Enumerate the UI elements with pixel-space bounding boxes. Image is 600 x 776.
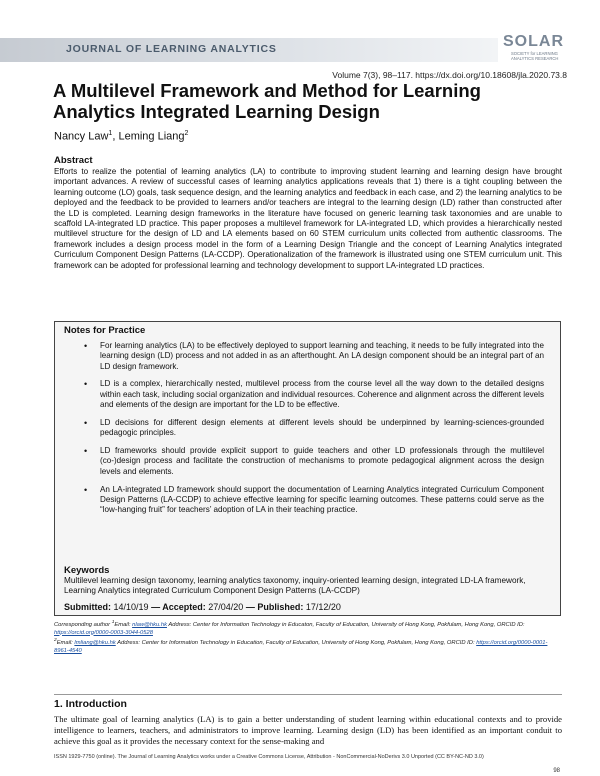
practice-note-item: • LD frameworks should provide explicit support to guide teachers and other LD professionals through the multilevel (co-)design process and facilitate the construction of mechanisms to promote pedagogical alignment across the design levels and elements. <box>83 446 544 477</box>
notes-for-practice-list <box>83 341 544 523</box>
keywords-text: Multilevel learning design taxonomy, learning analytics taxonomy, inquiry-oriented learning design, integrated LD-LA framework, Learning Analytics integrated Curriculum Component Design Patterns (LA-CCDP) <box>64 576 526 596</box>
page-number: 98 <box>553 768 560 774</box>
practice-note-item: • LD decisions for different design elements at different levels should be underpinned by learning-sciences-grounded pedagogic principles. <box>83 418 544 439</box>
affiliation-mark: 2 <box>54 638 57 644</box>
date-separator: — <box>243 602 258 612</box>
notes-for-practice-box <box>54 321 561 616</box>
volume-doi-line: Volume 7(3), 98–117. https://dx.doi.org/10.18608/jla.2020.73.8 <box>332 70 567 80</box>
solar-logo-text: SOLAR <box>503 33 564 50</box>
author1-email-link[interactable]: nlaw@hku.hk <box>132 621 167 628</box>
submitted-date: 14/10/19 <box>113 602 149 612</box>
license-footer: ISSN 1929-7750 (online). The Journal of Learning Analytics works under a Creative Commons License, Attribution - NonCommercial-NoDerivs 3.0 Unported (CC BY-NC-ND 3.0) <box>54 754 484 760</box>
journal-name: JOURNAL OF LEARNING ANALYTICS <box>66 43 277 55</box>
accepted-date: 27/04/20 <box>208 602 244 612</box>
submitted-label: Submitted: <box>64 602 111 612</box>
author1-orcid-link[interactable]: https://orcid.org/0000-0003-3044-0528 <box>54 629 153 636</box>
practice-note-item: • For learning analytics (LA) to be effectively deployed to support learning and teaching, it needs to be fully integrated into the learning design (LD) process and not added in as an afterthought. An LA design component should be an integral part of an LD design framework. <box>83 341 544 372</box>
article-title: A Multilevel Framework and Method for Learning Analytics Integrated Learning Design <box>53 80 481 122</box>
author-affiliation-mark: 1 <box>108 130 113 137</box>
author-list <box>54 130 188 143</box>
notes-for-practice-heading: Notes for Practice <box>64 325 146 336</box>
published-label: Published: <box>257 602 304 612</box>
abstract-text: Efforts to realize the potential of learning analytics (LA) to contribute to improving student learning and learning design have brought important advances. A review of successful cases of learning analytics applications reveals that 1) there is a tight coupling between the learning outcome (LO) goals, task sequence design, and the learning analytics and feedback in each case, and 2) the learning analytics to be deployed and the feedback to be provided to learners and/or teachers are integral to the learning design (LD) rather than constructed after the LD is completed. Learning design frameworks in the literature have focused on generic learning task taxonomies and are unable to scaffold LA-integrated LD practice. This paper proposes a multilevel framework for LA-integrated LD, which provides a hierarchically nested multilevel structure for the design of LD and LA elements based on 60 STEM curriculum units collected from authentic classrooms. The framework includes a design process model in the form of a Learning Design Triangle and the concept of Learning Analytics integrated Curriculum Component Design Patterns (LA-CCDP). Operationalization of the framework is illustrated using one STEM curriculum unit. This framework can be adopted for professional learning and technology development to support LA-integrated LD practices. <box>54 167 562 270</box>
practice-note-item: • LD is a complex, hierarchically nested, multilevel process from the course level all the way down to the detailed designs within each task, including social organization and individual resources. Coherence and alignment across the different levels and elements of the design are important for the LD to be effective. <box>83 379 544 410</box>
date-separator: — <box>148 602 163 612</box>
abstract-heading: Abstract <box>54 155 93 166</box>
solar-logo <box>503 33 563 67</box>
author-name: Leming Liang <box>118 130 185 143</box>
author2-address: Address: Center for Information Technology in Education, Faculty of Education, University of Hong Kong, Pokfulam, Hong Kong, ORCID ID: <box>115 640 477 647</box>
author1-address: Address: Center for Information Technology in Educaton, Faculty of Education, University of Hong Kong, Pokfulam, Hong Kong, ORCID ID: <box>166 621 525 628</box>
solar-logo-subtext: SOCIETY for LEARNING ANALYTICS RESEARCH <box>511 51 559 61</box>
section-divider <box>54 694 562 695</box>
correspondence-note <box>54 619 562 655</box>
published-date: 17/12/20 <box>305 602 341 612</box>
introduction-heading: 1. Introduction <box>54 698 127 710</box>
author-separator: , <box>112 130 119 143</box>
corresponding-author-label: Corresponding author <box>54 621 112 628</box>
article-dates <box>64 602 341 612</box>
practice-note-item: • An LA-integrated LD framework should support the documentation of Learning Analytics integrated Curriculum Component Design Patterns (LA-CCDP) to achieve effective learning for specific learning outcomes. These patterns could serve as the “low-hanging fruit” for teachers’ adoption of LA in their teaching practice. <box>83 485 544 516</box>
keywords-heading: Keywords <box>64 565 110 576</box>
introduction-text: The ultimate goal of learning analytics (LA) is to gain a better understanding of student learning within educational contexts and to provide intelligence to learners, teachers, and administrators to improve learning. Learning design (LD) has been identified as an important conduit to achieve this goal as it provides the necessary context for the sense-making and <box>54 714 562 746</box>
author-affiliation-mark: 2 <box>184 130 189 137</box>
email-label: Email: <box>114 621 133 628</box>
author-name: Nancy Law <box>54 130 109 143</box>
author2-email-link[interactable]: lmliang@hku.hk <box>74 640 116 647</box>
author2-orcid-link[interactable]: https://orcid.org/0000-0001-8961-4540 <box>54 640 548 654</box>
accepted-label: Accepted: <box>162 602 206 612</box>
email-label: Email: <box>56 640 75 647</box>
affiliation-mark: 1 <box>111 620 115 625</box>
